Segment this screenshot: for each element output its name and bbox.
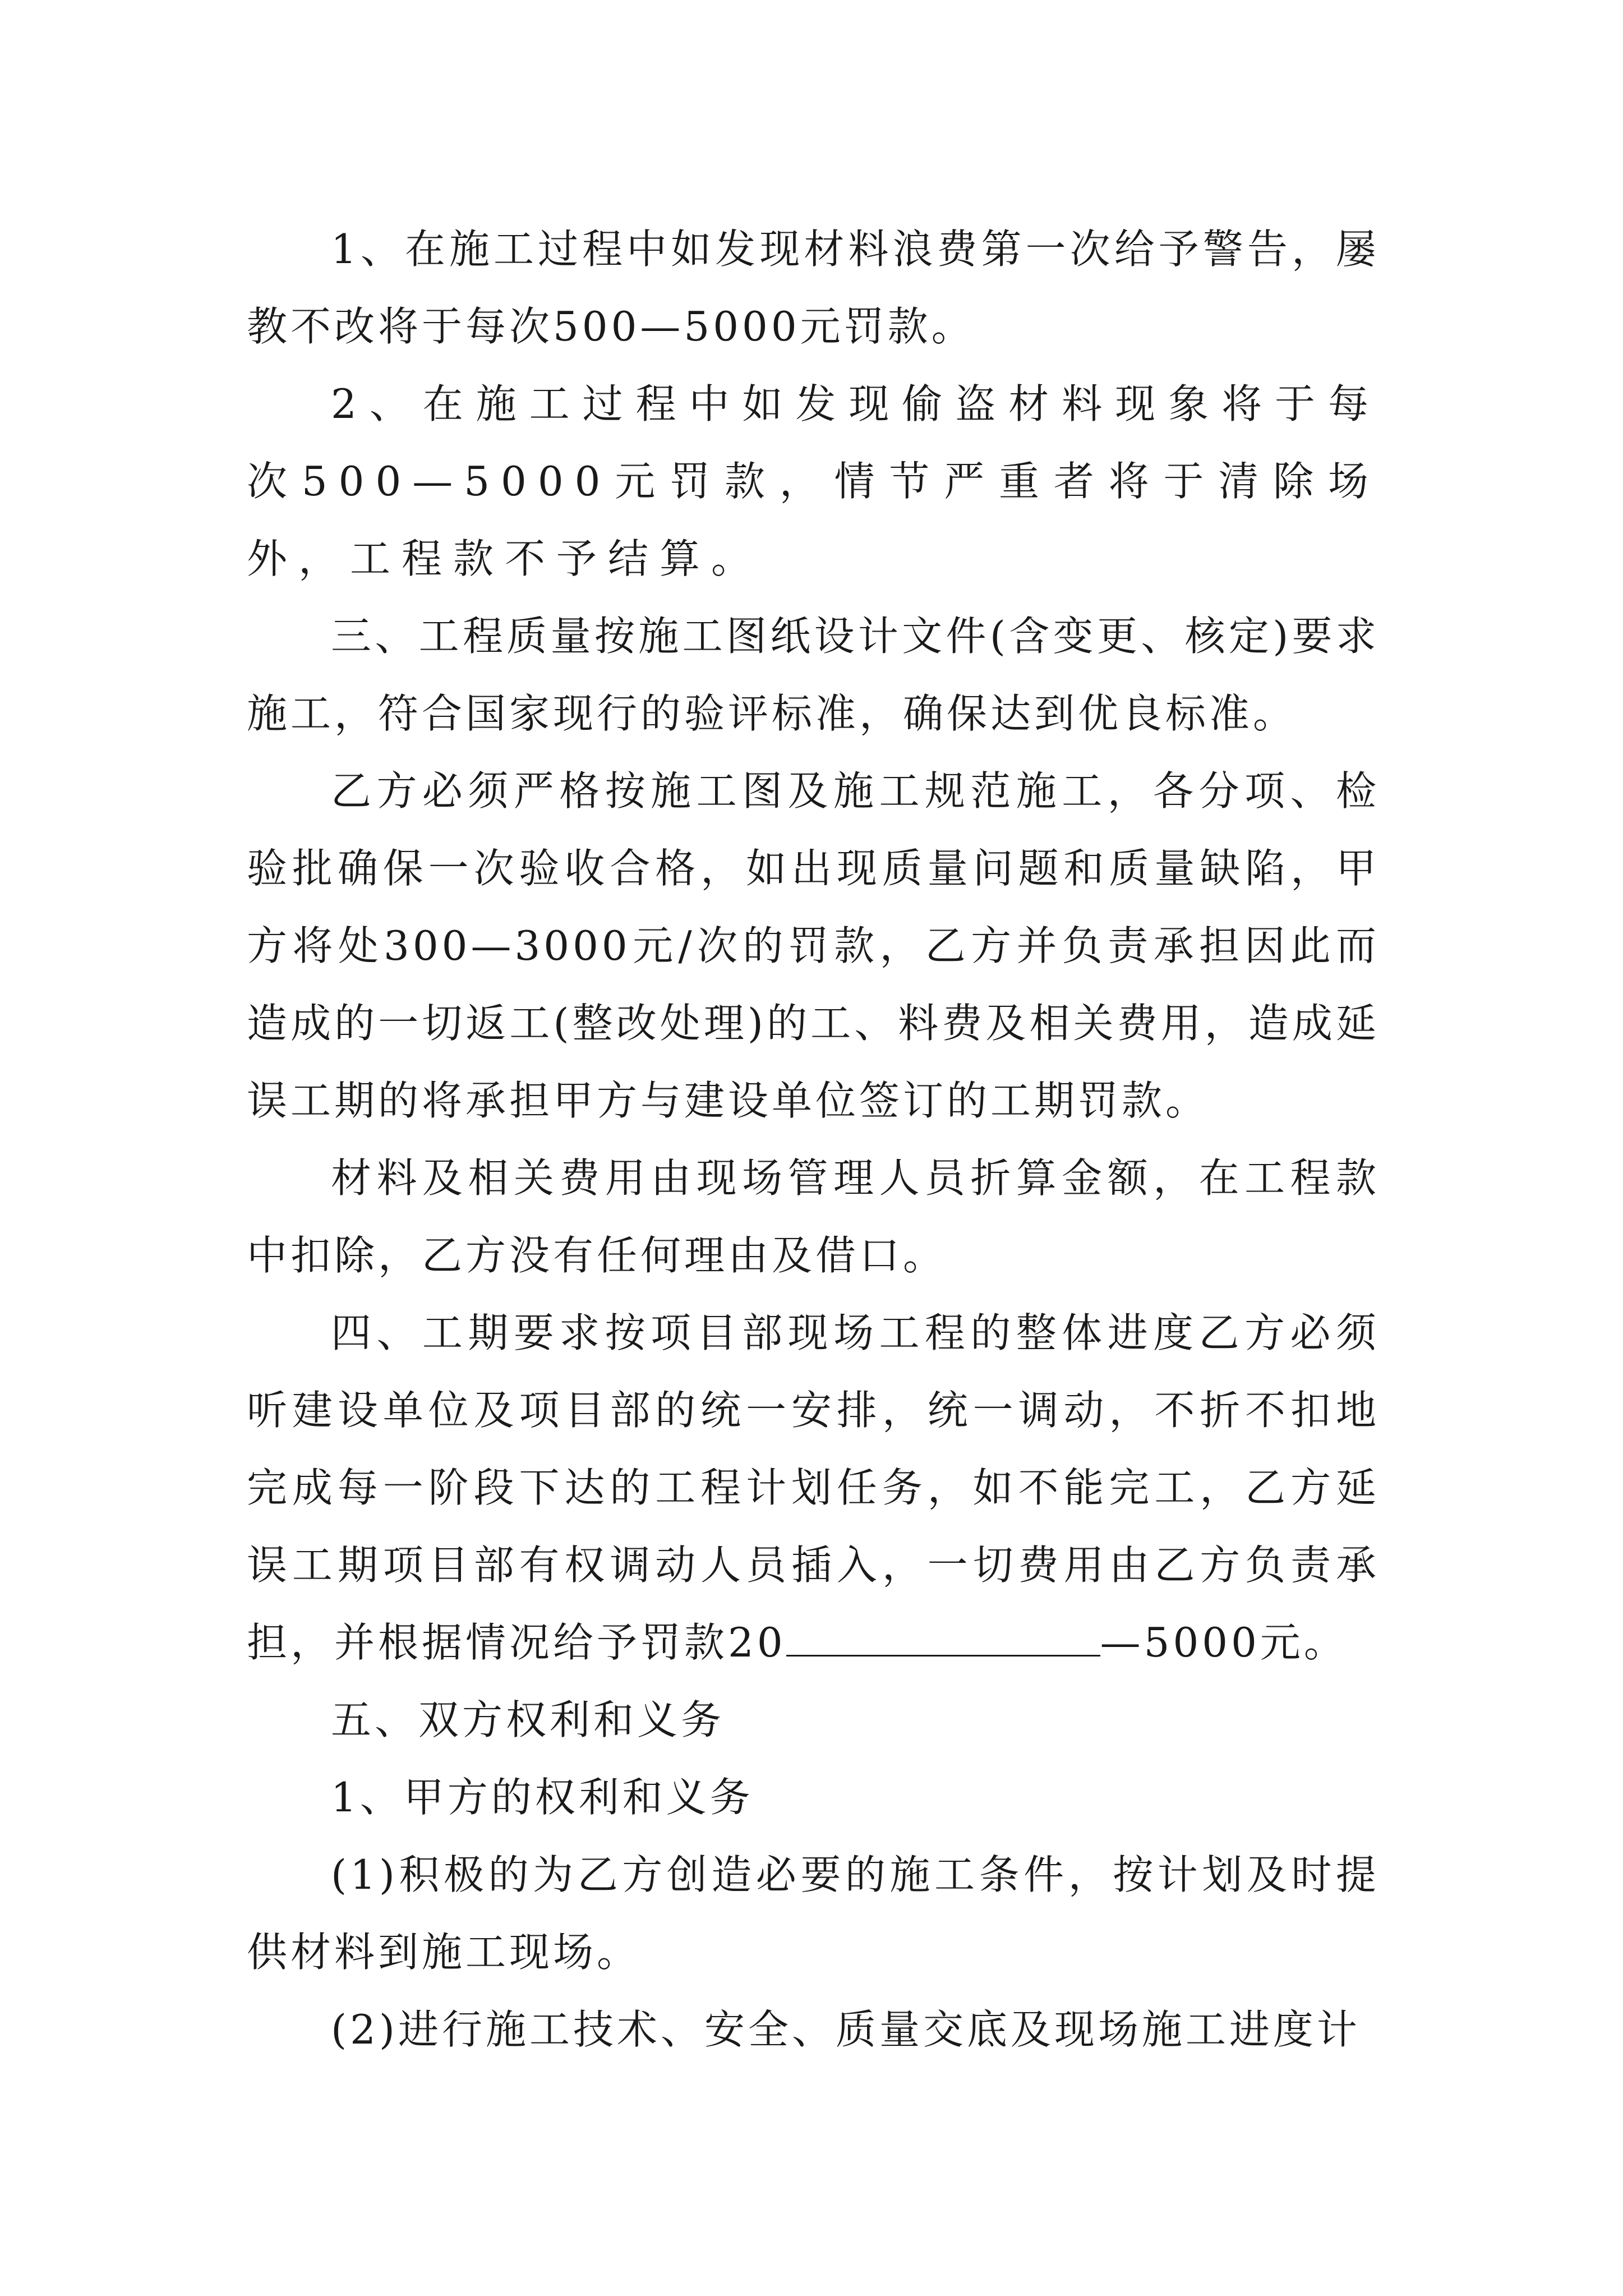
subsection-party-a-title: 1、甲方的权利和义务: [331, 1774, 754, 1821]
clause-material-theft: 2、在施工过程中如发现偷盗材料现象将于每次500—5000元罚款，情节严重者将于清除场外，工程款不予结算。: [247, 380, 1380, 582]
clause-material-waste: 1、在施工过程中如发现材料浪费第一次给予警告，屡教不改将于每次500—5000元罚款。: [247, 226, 1380, 350]
clause-quality-penalty: 乙方必须严格按施工图及施工规范施工，各分项、检验批确保一次验收合格，如出现质量问题和质量缺陷，甲方将处300—3000元/次的罚款，乙方并负责承担因此而造成的一切返工(整改处理)的工、料费及相关费用，造成延误工期的将承担甲方与建设单位签订的工期罚款。: [247, 767, 1380, 1124]
penalty-max: —5000元。: [1100, 1619, 1348, 1666]
penalty-min: 20: [728, 1619, 786, 1666]
clause-schedule-requirements: [247, 1294, 1380, 1681]
document-body: [247, 210, 1380, 2068]
penalty-blank-line: [786, 1621, 1100, 1657]
section-five-title: 五、双方权利和义务: [331, 1696, 725, 1743]
clause-cost-deduction: 材料及相关费用由现场管理人员折算金额，在工程款中扣除，乙方没有任何理由及借口。: [247, 1154, 1380, 1279]
schedule-text: 四、工期要求按项目部现场工程的整体进度乙方必须听建设单位及项目部的统一安排，统一调动，不折不扣地完成每一阶段下达的工程计划任务，如不能完工，乙方延误工期项目部有权调动人员插入，一切费用由乙方负责承担，并根据情况给予罚款: [247, 1309, 1380, 1666]
party-a-item-2: (2)进行施工技术、安全、质量交底及现场施工进度计: [331, 2006, 1361, 2053]
party-a-item-1: (1)积极的为乙方创造必要的施工条件，按计划及时提供材料到施工现场。: [247, 1851, 1380, 1976]
clause-quality-requirements: 三、工程质量按施工图纸设计文件(含变更、核定)要求施工，符合国家现行的验评标准，确保达到优良标准。: [247, 613, 1380, 737]
